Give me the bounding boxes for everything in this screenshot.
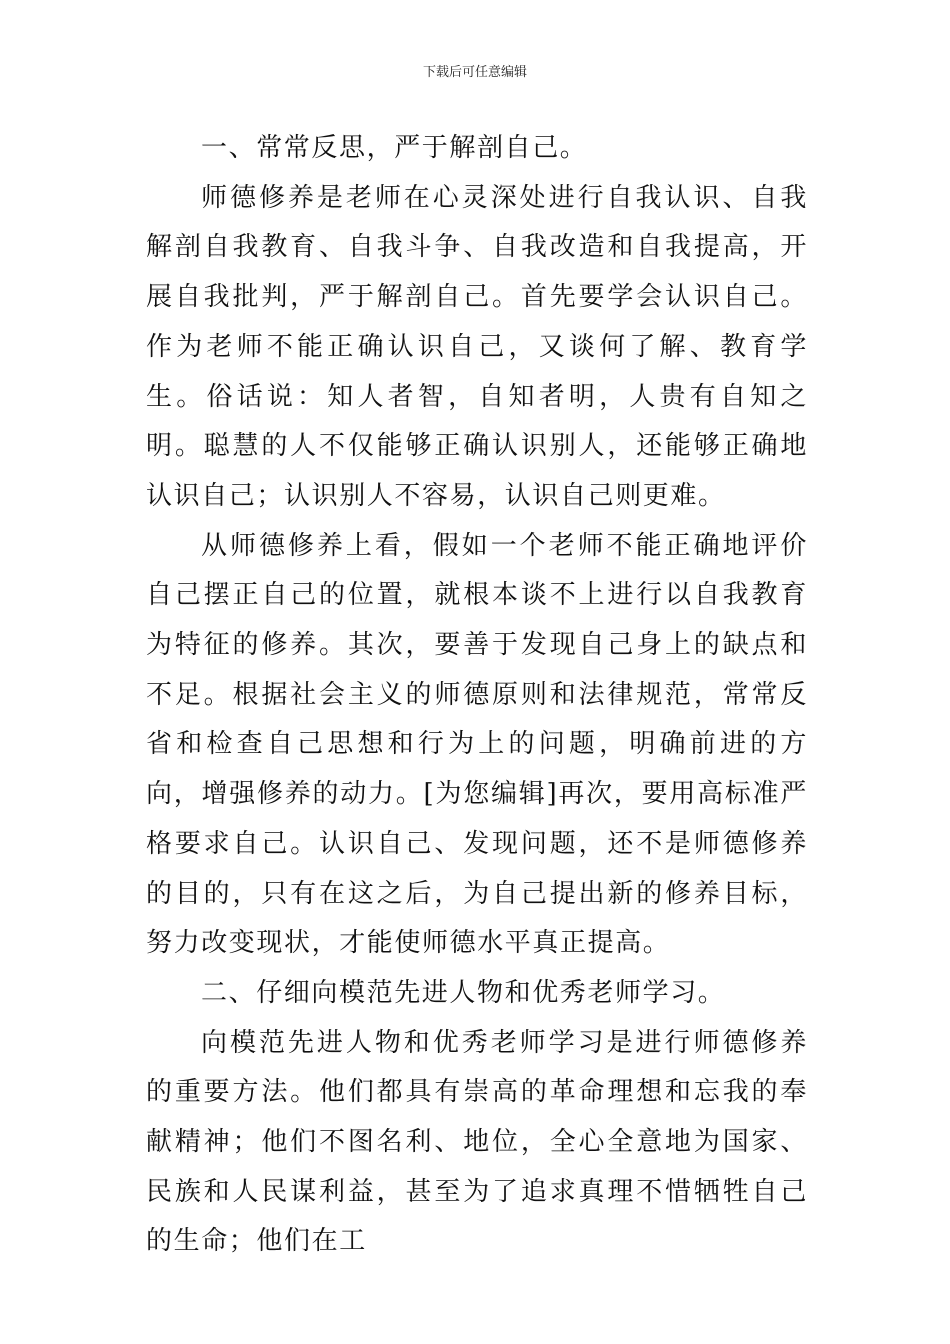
page-header: 下载后可任意编辑 [422, 65, 527, 80]
section-heading-2: 二、仔细向模范先进人物和优秀老师学习。 [201, 977, 726, 1008]
paragraph-1: 师德修养是老师在心灵深处进行自我认识、自我解剖自我教育、自我斗争、自我改造和自我提高，开展自我批判，严于解剖自己。首先要学会认识自己。作为老师不能正确认识自己，又谈何了解、教育学生。俗话说：知人者智，自知者明，人贵有自知之明。聪慧的人不仅能够正确认识别人，还能够正确地认识自己；认识别人不容易，认识自己则更难。 [146, 182, 808, 511]
section-heading-1: 一、常常反思，严于解剖自己。 [201, 133, 588, 163]
document-body [146, 124, 808, 1267]
paragraph-2: 从师德修养上看，假如一个老师不能正确地评价自己摆正自己的位置，就根本谈不上进行以自我教育为特征的修养。其次，要善于发现自己身上的缺点和不足。根据社会主义的师德原则和法律规范，常常反省和检查自己思想和行为上的问题，明确前进的方向，增强修养的动力。[为您编辑]再次，要用高标准严格要求自己。认识自己、发现问题，还不是师德修养的目的，只有在这之后，为自己提出新的修养目标，努力改变现状，才能使师德水平真正提高。 [146, 530, 808, 959]
paragraph-3: 向模范先进人物和优秀老师学习是进行师德修养的重要方法。他们都具有崇高的革命理想和忘我的奉献精神；他们不图名利、地位，全心全意地为国家、民族和人民谋利益，甚至为了追求真理不惜牺牲自己的生命；他们在工 [146, 1027, 808, 1257]
